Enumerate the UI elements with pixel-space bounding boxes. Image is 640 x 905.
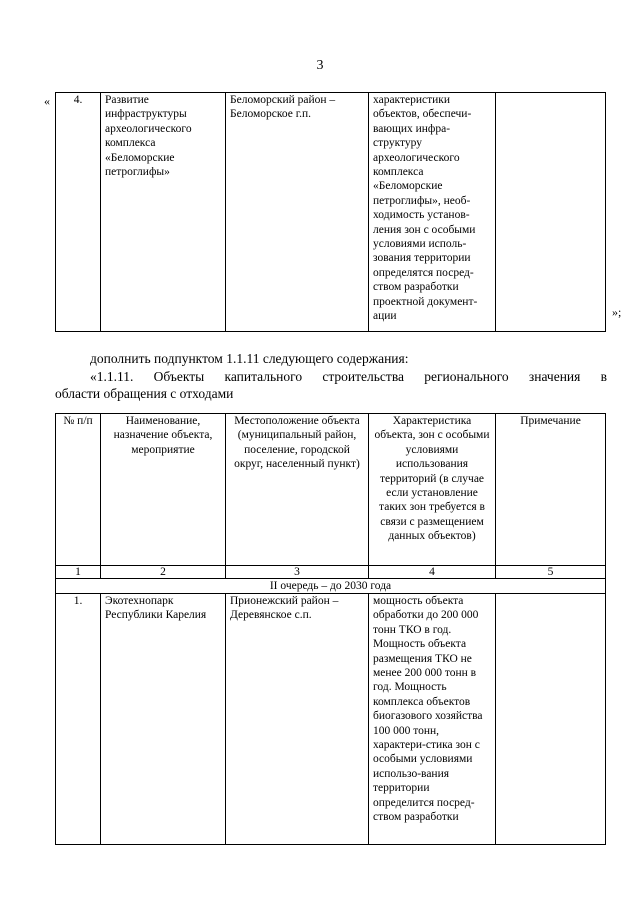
cell-characteristic: мощность объекта обработки до 200 000 тонн ТКО в год. Мощность объекта размещения ТКО не менее 200 000 тонн в год. Мощность комплекса объектов биогазового хозяйства 100 000 тонн, характери-стика зон с особыми условиями использо-вания территории определится посред-ством разработки [369, 594, 496, 845]
cell-number: 1. [56, 594, 101, 845]
column-numbers-row [56, 566, 606, 579]
header-characteristic: Характеристика объекта, зон с особыми условиями использования территорий (в случае если установление таких зон требуется в связи с размещением данных объектов) [369, 414, 496, 566]
subsection-heading-continued: области обращения с отходами [55, 386, 234, 401]
cell-location: Прионежский район – Деревянское с.п. [226, 594, 369, 845]
header-name: Наименование, назначение объекта, мероприятие [101, 414, 226, 566]
cell-location: Беломорский район – Беломорское г.п. [226, 93, 369, 332]
header-note: Примечание [496, 414, 606, 566]
stage-row [56, 579, 606, 594]
column-number: 2 [101, 566, 226, 579]
cell-name: Развитие инфраструктуры археологического комплекса «Беломорские петроглифы» [101, 93, 226, 332]
waste-objects-table [55, 413, 606, 845]
page-number: 3 [316, 58, 324, 73]
table-row [56, 594, 606, 845]
column-number: 4 [369, 566, 496, 579]
cell-name: Экотехнопарк Республики Карелия [101, 594, 226, 845]
header-number: № п/п [56, 414, 101, 566]
cell-note [496, 594, 606, 845]
column-number: 3 [226, 566, 369, 579]
cell-characteristic: характеристики объектов, обеспечи-вающих инфра-структуру археологического комплекса «Беломорские петроглифы», необ-ходимость установ-ления зон с особыми условиями исполь-зования территории определятся посред-ством разработки проектной документ-ации [369, 93, 496, 332]
objects-table-continuation [55, 92, 606, 332]
table-header-row [56, 414, 606, 566]
table-row [56, 93, 606, 332]
amendment-intro: дополнить подпунктом 1.1.11 следующего содержания: [90, 351, 409, 366]
column-number: 5 [496, 566, 606, 579]
cell-number: 4. [56, 93, 101, 332]
subsection-heading: «1.1.11. Объекты капитального строительства регионального значения в [90, 369, 607, 384]
opening-quote: « [44, 94, 50, 108]
stage-label: II очередь – до 2030 года [56, 579, 606, 594]
header-location: Местоположение объекта (муниципальный район, поселение, городской округ, населенный пункт) [226, 414, 369, 566]
closing-quote: »; [612, 305, 622, 319]
cell-note [496, 93, 606, 332]
column-number: 1 [56, 566, 101, 579]
